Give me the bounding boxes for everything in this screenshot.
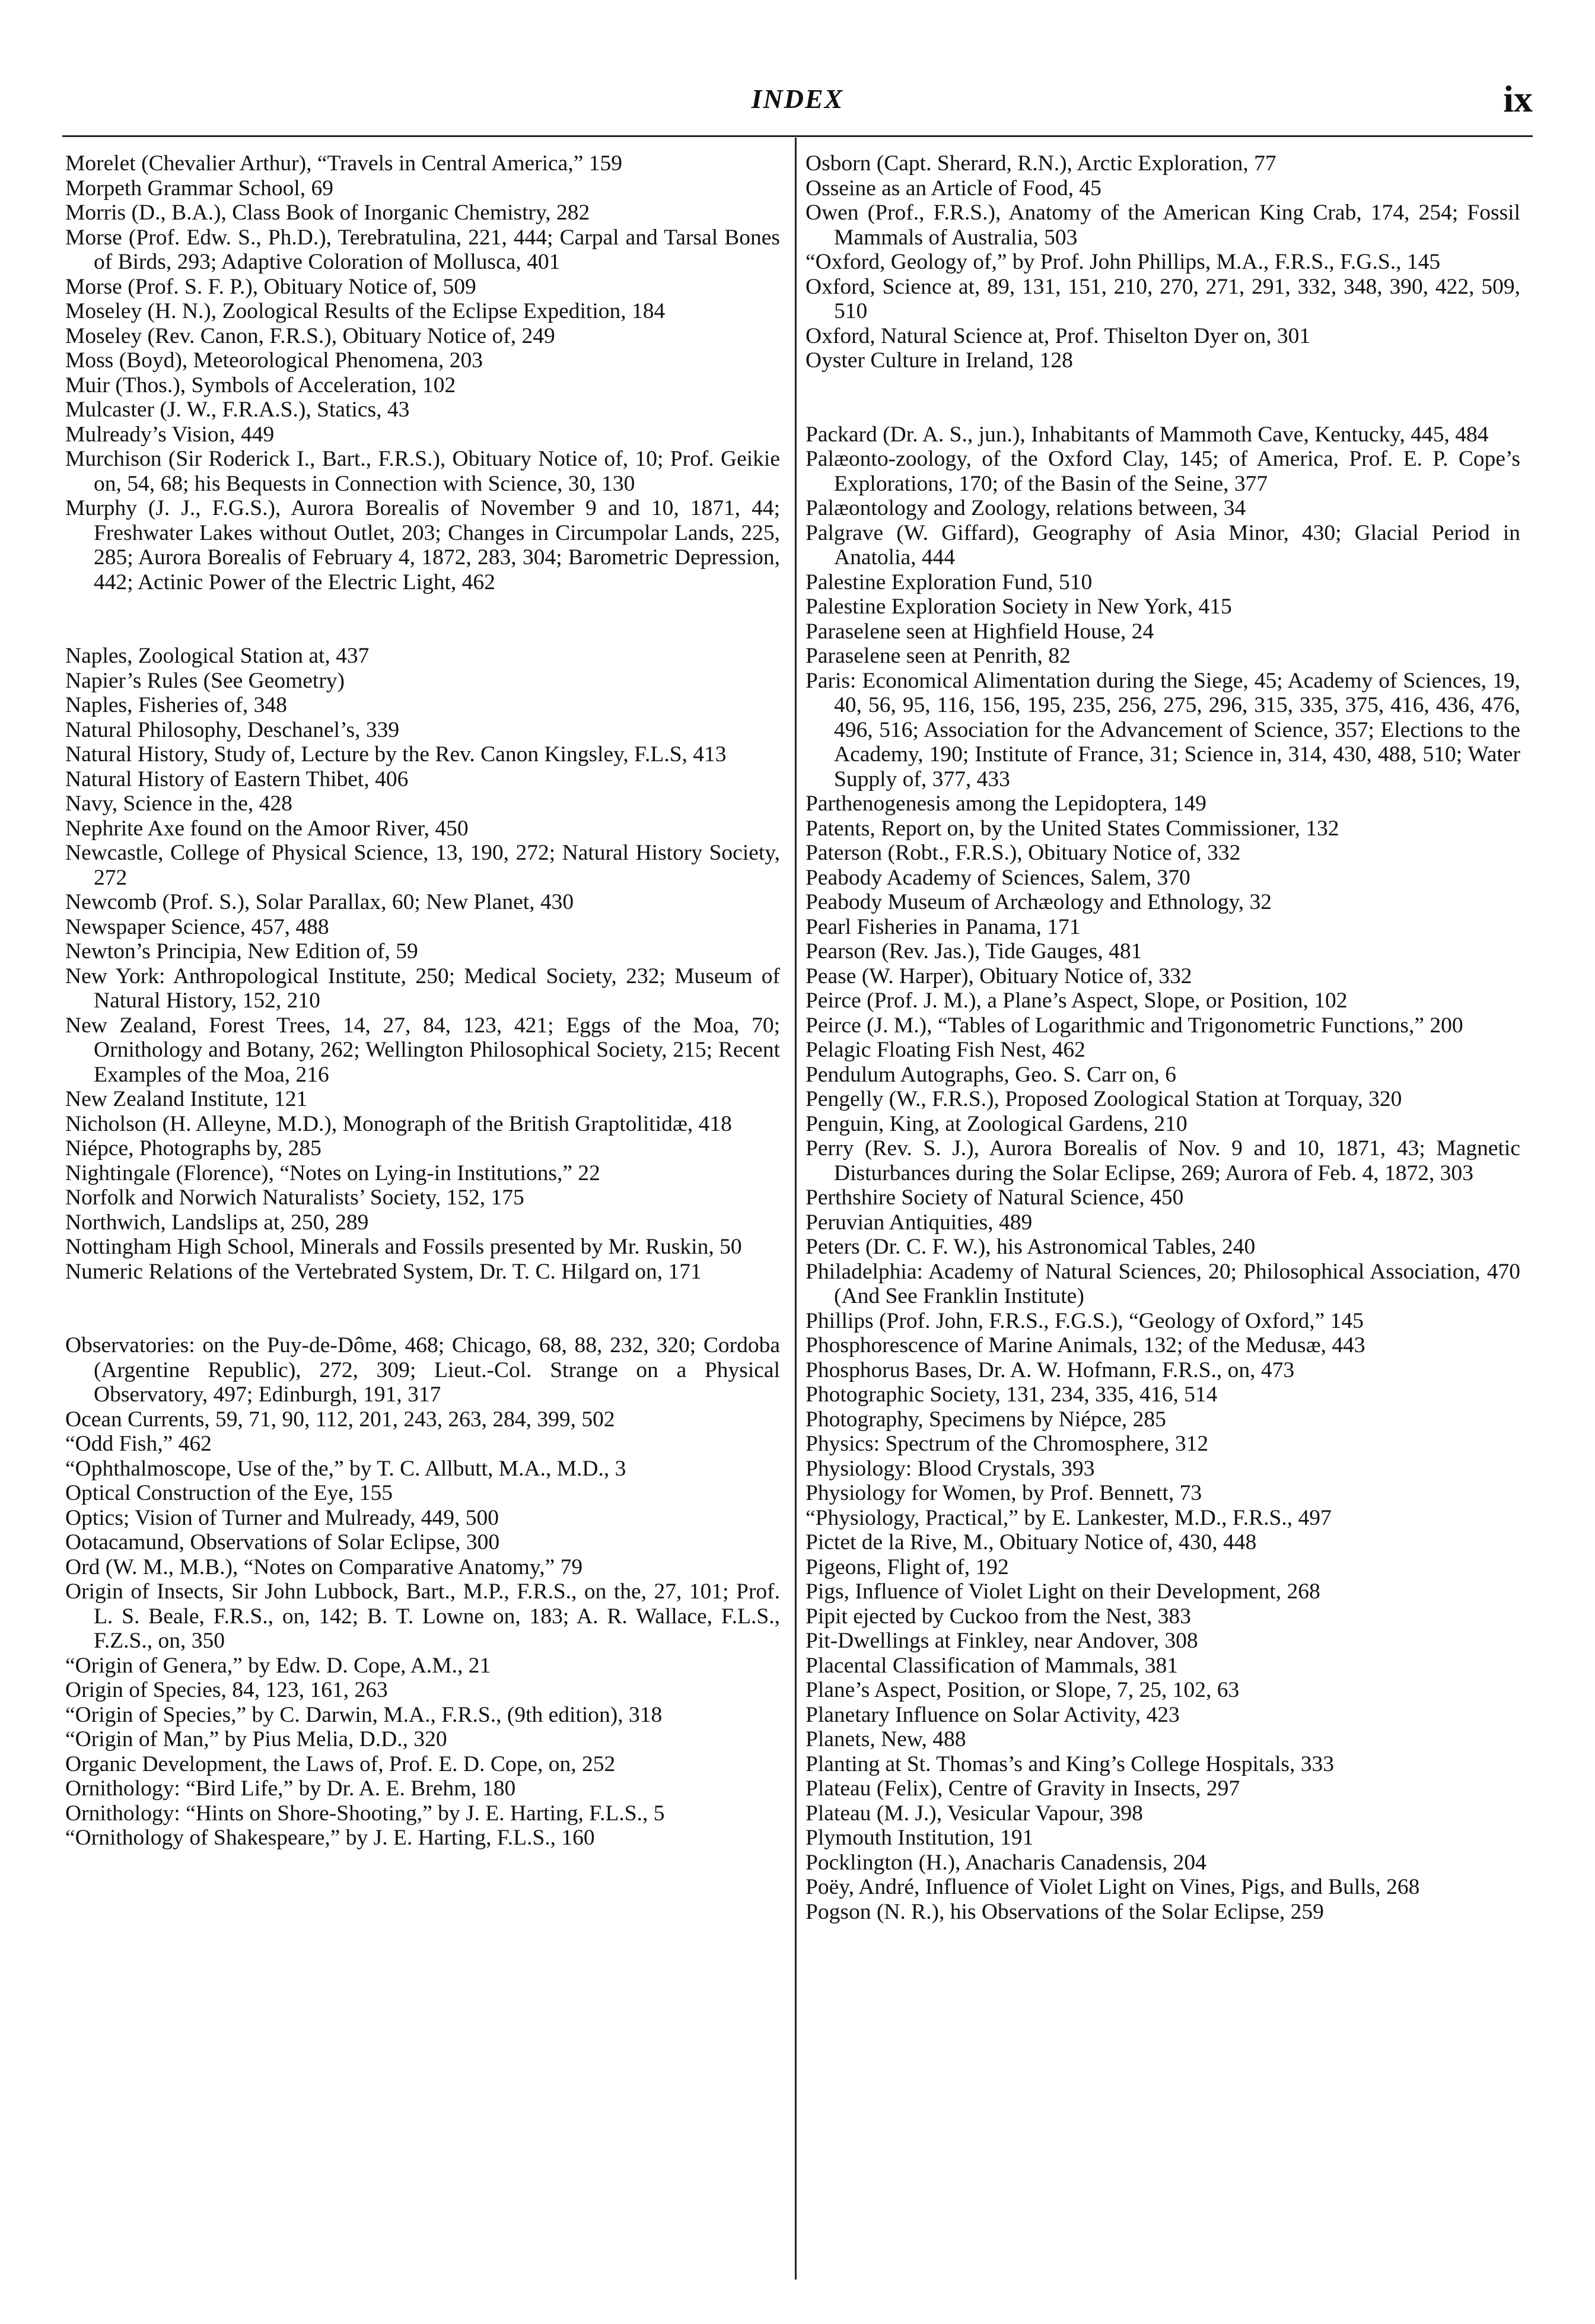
index-entry: Moss (Boyd), Meteorological Phenomena, 203 <box>65 348 483 373</box>
index-entry: Moseley (Rev. Canon, F.R.S.), Obituary Notice of, 249 <box>65 323 555 348</box>
index-entry: Newspaper Science, 457, 488 <box>65 914 329 939</box>
index-entry: Nicholson (H. Alleyne, M.D.), Monograph of the British Graptolitidæ, 418 <box>65 1111 732 1136</box>
index-entry: Nightingale (Florence), “Notes on Lying-in Institutions,” 22 <box>65 1161 600 1185</box>
index-entry: Murphy (J. J., F.G.S.), Aurora Borealis of November 9 and 10, 1871, 44; Freshwater Lakes without Outlet, 203; Changes in Circumpolar Lands, 225, 285; Aurora Borealis of February 4, 1872, 283, 304; Barometric Depression, 442; Actinic Power of the Electric Light, 462 <box>65 496 780 594</box>
index-entry: “Ornithology of Shakespeare,” by J. E. Harting, F.L.S., 160 <box>65 1826 595 1850</box>
index-entry: Ornithology: “Hints on Shore-Shooting,” by J. E. Harting, F.L.S., 5 <box>65 1801 665 1826</box>
index-entry: Peabody Academy of Sciences, Salem, 370 <box>806 865 1190 890</box>
index-entry: Planting at St. Thomas’s and King’s College Hospitals, 333 <box>806 1751 1334 1776</box>
index-entry: Perry (Rev. S. J.), Aurora Borealis of Nov. 9 and 10, 1871, 43; Magnetic Disturbances during the Solar Eclipse, 269; Aurora of Feb. 4, 1872, 303 <box>806 1136 1520 1185</box>
index-entry: Plateau (Felix), Centre of Gravity in Insects, 297 <box>806 1776 1240 1801</box>
index-entry: Pogson (N. R.), his Observations of the Solar Eclipse, 259 <box>806 1899 1324 1924</box>
index-entry: Pearson (Rev. Jas.), Tide Gauges, 481 <box>806 939 1142 964</box>
index-entry: Physiology for Women, by Prof. Bennett, 73 <box>806 1481 1202 1505</box>
index-entry: Morse (Prof. Edw. S., Ph.D.), Terebratulina, 221, 444; Carpal and Tarsal Bones of Birds, 293; Adaptive Coloration of Mollusca, 401 <box>65 225 780 274</box>
index-entry: Nephrite Axe found on the Amoor River, 450 <box>65 816 469 841</box>
right-column <box>806 151 1520 1924</box>
index-entry: Morris (D., B.A.), Class Book of Inorganic Chemistry, 282 <box>65 201 590 225</box>
index-entry: “Physiology, Practical,” by E. Lankester, M.D., F.R.S., 497 <box>806 1505 1332 1530</box>
index-entry: “Origin of Genera,” by Edw. D. Cope, A.M., 21 <box>65 1653 491 1678</box>
section-gap <box>806 373 1520 422</box>
index-entry: Natural History, Study of, Lecture by the Rev. Canon Kingsley, F.L.S, 413 <box>65 742 727 767</box>
index-entry: Oxford, Natural Science at, Prof. Thiselton Dyer on, 301 <box>806 323 1311 348</box>
index-entry: Pengelly (W., F.R.S.), Proposed Zoological Station at Torquay, 320 <box>806 1087 1402 1111</box>
left-column <box>65 151 780 1851</box>
index-entry: Paris: Economical Alimentation during the Siege, 45; Academy of Sciences, 19, 40, 56, 95, 116, 156, 195, 235, 256, 275, 296, 315, 335, 375, 416, 436, 476, 496, 516; Association for the Advancement of Science, 357; Elections to the Academy, 190; Institute of France, 31; Science in, 314, 430, 488, 510; Water Supply of, 377, 433 <box>806 668 1520 791</box>
index-entry: Moseley (H. N.), Zoological Results of the Eclipse Expedition, 184 <box>65 299 666 323</box>
index-entry: Paraselene seen at Penrith, 82 <box>806 644 1071 668</box>
index-entry: Packard (Dr. A. S., jun.), Inhabitants of Mammoth Cave, Kentucky, 445, 484 <box>806 422 1489 447</box>
index-entry: Pendulum Autographs, Geo. S. Carr on, 6 <box>806 1062 1176 1087</box>
index-entry: Oxford, Science at, 89, 131, 151, 210, 270, 271, 291, 332, 348, 390, 422, 509, 510 <box>806 274 1520 323</box>
index-entry: Plane’s Aspect, Position, or Slope, 7, 25, 102, 63 <box>806 1678 1240 1702</box>
index-entry: Niépce, Photographs by, 285 <box>65 1136 321 1161</box>
index-entry: Origin of Species, 84, 123, 161, 263 <box>65 1678 388 1702</box>
index-entry: New Zealand Institute, 121 <box>65 1087 308 1111</box>
index-entry: Planetary Influence on Solar Activity, 423 <box>806 1702 1180 1727</box>
index-entry: “Origin of Species,” by C. Darwin, M.A., F.R.S., (9th edition), 318 <box>65 1702 663 1727</box>
index-entry: Palæontology and Zoology, relations between, 34 <box>806 496 1246 520</box>
index-entry: Peabody Museum of Archæology and Ethnology, 32 <box>806 890 1272 914</box>
index-entry: Naples, Zoological Station at, 437 <box>65 644 370 668</box>
index-entry: Peruvian Antiquities, 489 <box>806 1210 1033 1235</box>
index-entry: Optics; Vision of Turner and Mulready, 449, 500 <box>65 1505 499 1530</box>
index-entry: Pelagic Floating Fish Nest, 462 <box>806 1038 1085 1062</box>
index-entry: Penguin, King, at Zoological Gardens, 210 <box>806 1111 1188 1136</box>
index-entry: Planets, New, 488 <box>806 1727 966 1751</box>
index-entry: Physiology: Blood Crystals, 393 <box>806 1456 1095 1481</box>
section-gap <box>65 594 780 644</box>
index-entry: Newton’s Principia, New Edition of, 59 <box>65 939 418 964</box>
index-entry: Pigeons, Flight of, 192 <box>806 1554 1009 1579</box>
index-entry: Phosphorus Bases, Dr. A. W. Hofmann, F.R.S., on, 473 <box>806 1357 1295 1382</box>
index-entry: Palgrave (W. Giffard), Geography of Asia Minor, 430; Glacial Period in Anatolia, 444 <box>806 520 1520 570</box>
index-entry: Osborn (Capt. Sherard, R.N.), Arctic Exploration, 77 <box>806 151 1276 176</box>
index-entry: Peirce (Prof. J. M.), a Plane’s Aspect, Slope, or Position, 102 <box>806 988 1348 1013</box>
index-entry: Napier’s Rules (See Geometry) <box>65 668 345 693</box>
index-entry: Palestine Exploration Fund, 510 <box>806 570 1093 594</box>
index-entry: Owen (Prof., F.R.S.), Anatomy of the American King Crab, 174, 254; Fossil Mammals of Australia, 503 <box>806 201 1520 250</box>
index-entry: Paterson (Robt., F.R.S.), Obituary Notice of, 332 <box>806 841 1241 865</box>
index-entry: Photography, Specimens by Niépce, 285 <box>806 1407 1166 1432</box>
index-entry: Origin of Insects, Sir John Lubbock, Bart., M.P., F.R.S., on the, 27, 101; Prof. L. S. Beale, F.R.S., on, 142; B. T. Lowne on, 183; A. R. Wallace, F.L.S., F.Z.S., on, 350 <box>65 1579 780 1653</box>
index-entry: Phillips (Prof. John, F.R.S., F.G.S.), “Geology of Oxford,” 145 <box>806 1308 1364 1333</box>
index-entry: Ornithology: “Bird Life,” by Dr. A. E. Brehm, 180 <box>65 1776 516 1801</box>
index-entry: Patents, Report on, by the United States Commissioner, 132 <box>806 816 1339 841</box>
index-entry: Parthenogenesis among the Lepidoptera, 149 <box>806 791 1206 816</box>
index-entry: Nottingham High School, Minerals and Fossils presented by Mr. Ruskin, 50 <box>65 1235 742 1259</box>
index-entry: Muir (Thos.), Symbols of Acceleration, 102 <box>65 373 456 398</box>
index-entry: Natural History of Eastern Thibet, 406 <box>65 767 409 791</box>
index-entry: New York: Anthropological Institute, 250; Medical Society, 232; Museum of Natural History, 152, 210 <box>65 964 780 1013</box>
index-entry: Philadelphia: Academy of Natural Sciences, 20; Philosophical Association, 470 (And See Franklin Institute) <box>806 1259 1520 1308</box>
index-entry: Pipit ejected by Cuckoo from the Nest, 383 <box>806 1604 1191 1629</box>
index-entry: Morelet (Chevalier Arthur), “Travels in Central America,” 159 <box>65 151 622 176</box>
index-entry: Pictet de la Rive, M., Obituary Notice of, 430, 448 <box>806 1530 1257 1554</box>
index-entry: Norfolk and Norwich Naturalists’ Society, 152, 175 <box>65 1185 524 1210</box>
index-entry: Optical Construction of the Eye, 155 <box>65 1481 393 1505</box>
index-entry: Naples, Fisheries of, 348 <box>65 693 287 717</box>
header-rule <box>62 135 1533 137</box>
column-divider <box>795 138 797 2280</box>
index-entry: Osseine as an Article of Food, 45 <box>806 176 1101 201</box>
index-entry: Ootacamund, Observations of Solar Eclipse, 300 <box>65 1530 500 1554</box>
running-title: INDEX <box>751 84 844 114</box>
index-entry: Pearl Fisheries in Panama, 171 <box>806 914 1081 939</box>
index-entry: Physics: Spectrum of the Chromosphere, 312 <box>806 1432 1209 1456</box>
index-entry: Phosphorescence of Marine Animals, 132; of the Medusæ, 443 <box>806 1333 1365 1357</box>
index-entry: Murchison (Sir Roderick I., Bart., F.R.S.), Obituary Notice of, 10; Prof. Geikie on, 54, 68; his Bequests in Connection with Science, 30, 130 <box>65 447 780 496</box>
index-entry: Perthshire Society of Natural Science, 450 <box>806 1185 1184 1210</box>
index-entry: Placental Classification of Mammals, 381 <box>806 1653 1178 1678</box>
index-entry: Mulready’s Vision, 449 <box>65 422 275 447</box>
index-entry: Natural Philosophy, Deschanel’s, 339 <box>65 717 400 742</box>
index-entry: Palestine Exploration Society in New York, 415 <box>806 594 1232 619</box>
index-entry: Peters (Dr. C. F. W.), his Astronomical Tables, 240 <box>806 1235 1256 1259</box>
index-entry: Poëy, André, Influence of Violet Light on Vines, Pigs, and Bulls, 268 <box>806 1875 1420 1899</box>
index-entry: Morse (Prof. S. F. P.), Obituary Notice of, 509 <box>65 274 476 299</box>
index-entry: Northwich, Landslips at, 250, 289 <box>65 1210 369 1235</box>
index-entry: Pit-Dwellings at Finkley, near Andover, 308 <box>806 1629 1198 1653</box>
index-entry: Palæonto-zoology, of the Oxford Clay, 145; of America, Prof. E. P. Cope’s Explorations, 170; of the Basin of the Seine, 377 <box>806 447 1520 496</box>
index-entry: Newcomb (Prof. S.), Solar Parallax, 60; New Planet, 430 <box>65 890 574 914</box>
index-entry: Plateau (M. J.), Vesicular Vapour, 398 <box>806 1801 1143 1826</box>
index-entry: Pocklington (H.), Anacharis Canadensis, 204 <box>806 1850 1206 1875</box>
index-entry: Plymouth Institution, 191 <box>806 1826 1034 1850</box>
section-gap <box>65 1284 780 1333</box>
index-entry: Morpeth Grammar School, 69 <box>65 176 333 201</box>
page-header <box>62 77 1533 125</box>
index-entry: “Oxford, Geology of,” by Prof. John Phillips, M.A., F.R.S., F.G.S., 145 <box>806 250 1441 274</box>
index-entry: Oyster Culture in Ireland, 128 <box>806 348 1073 373</box>
index-entry: Mulcaster (J. W., F.R.A.S.), Statics, 43 <box>65 398 410 422</box>
index-entry: Organic Development, the Laws of, Prof. E. D. Cope, on, 252 <box>65 1751 616 1776</box>
index-entry: Numeric Relations of the Vertebrated System, Dr. T. C. Hilgard on, 171 <box>65 1259 702 1284</box>
index-entry: Navy, Science in the, 428 <box>65 791 292 816</box>
page-number: ix <box>1503 78 1533 120</box>
index-entry: Pigs, Influence of Violet Light on their Development, 268 <box>806 1579 1320 1604</box>
index-entry: “Origin of Man,” by Pius Melia, D.D., 320 <box>65 1727 447 1751</box>
index-entry: “Odd Fish,” 462 <box>65 1432 212 1456</box>
index-entry: Photographic Society, 131, 234, 335, 416, 514 <box>806 1382 1218 1407</box>
index-entry: Paraselene seen at Highfield House, 24 <box>806 619 1154 644</box>
index-entry: Newcastle, College of Physical Science, 13, 190, 272; Natural History Society, 272 <box>65 841 780 890</box>
index-entry: Pease (W. Harper), Obituary Notice of, 332 <box>806 964 1192 988</box>
index-entry: Ord (W. M., M.B.), “Notes on Comparative Anatomy,” 79 <box>65 1554 583 1579</box>
index-entry: Peirce (J. M.), “Tables of Logarithmic and Trigonometric Functions,” 200 <box>806 1013 1463 1038</box>
index-entry: Ocean Currents, 59, 71, 90, 112, 201, 243, 263, 284, 399, 502 <box>65 1407 615 1432</box>
index-entry: “Ophthalmoscope, Use of the,” by T. C. Allbutt, M.A., M.D., 3 <box>65 1456 626 1481</box>
index-entry: Observatories: on the Puy-de-Dôme, 468; Chicago, 68, 88, 232, 320; Cordoba (Argentine Republic), 272, 309; Lieut.-Col. Strange on a Physical Observatory, 497; Edinburgh, 191, 317 <box>65 1333 780 1407</box>
index-entry: New Zealand, Forest Trees, 14, 27, 84, 123, 421; Eggs of the Moa, 70; Ornithology and Botany, 262; Wellington Philosophical Society, 215; Recent Examples of the Moa, 216 <box>65 1013 780 1087</box>
